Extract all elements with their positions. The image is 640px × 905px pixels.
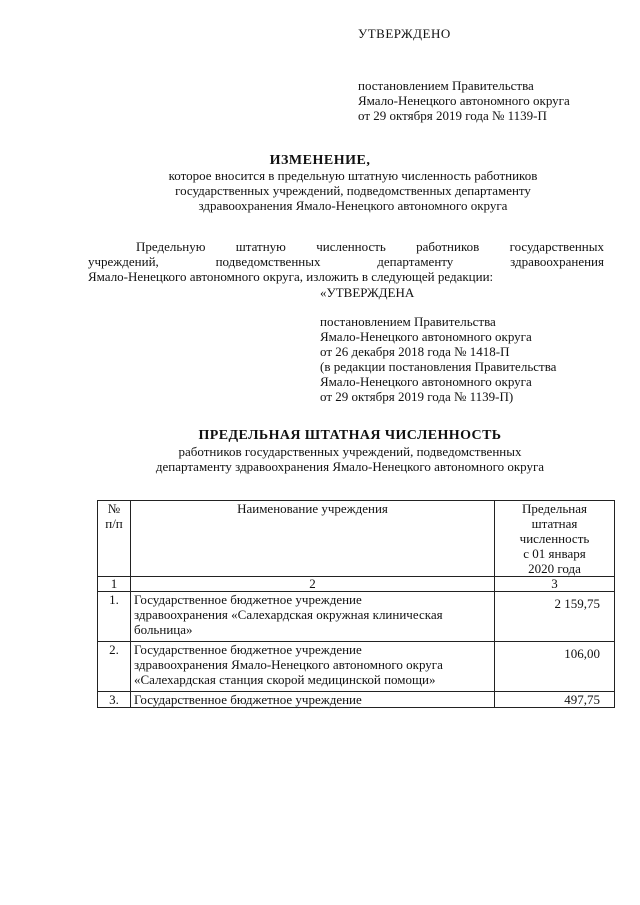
row-number: 3. (98, 692, 131, 708)
header-limit-line: 2020 года (528, 561, 581, 576)
row-value: 106,00 (495, 642, 615, 692)
body-paragraph (88, 239, 604, 284)
column-number: 2 (131, 577, 495, 592)
approval-line: Ямало-Ненецкого автономного округа (358, 93, 570, 108)
paragraph-line: Ямало-Ненецкого автономного округа, изложить в следующей редакции: (88, 269, 494, 284)
header-limit-line: численность (519, 531, 590, 546)
approval-line: от 29 октября 2019 года № 1139-П (358, 108, 547, 123)
change-subtitle-line: здравоохранения Ямало-Ненецкого автономного округа (198, 198, 508, 213)
header-limit-line: штатная (531, 516, 578, 531)
quote-approval-line: от 26 декабря 2018 года № 1418-П (320, 344, 510, 359)
table-row (98, 592, 615, 642)
paragraph-line: Предельную штатную численность работников государственных (136, 239, 604, 254)
change-subtitle-line: которое вносится в предельную штатную численность работников (168, 168, 538, 183)
column-number-row (98, 577, 615, 592)
section-subtitle-line: департаменту здравоохранения Ямало-Ненецкого автономного округа (155, 459, 545, 474)
column-number: 1 (98, 577, 131, 592)
section-subtitle (0, 444, 640, 474)
row-name-line: Государственное бюджетное учреждение (134, 692, 362, 707)
approval-details (358, 78, 570, 123)
row-name-line: больница» (134, 622, 193, 637)
quote-approval-line: от 29 октября 2019 года № 1139-П) (320, 389, 514, 404)
row-value: 497,75 (495, 692, 615, 708)
header-name: Наименование учреждения (131, 501, 495, 577)
section-subtitle-line: работников государственных учреждений, подведомственных (178, 444, 522, 459)
approval-line: постановлением Правительства (358, 78, 534, 93)
row-name-line: Государственное бюджетное учреждение (134, 642, 362, 657)
row-name (131, 642, 495, 692)
row-name-line: здравоохранения Ямало-Ненецкого автономного округа (134, 657, 443, 672)
header-limit-line: Предельная (522, 501, 587, 516)
quote-approval-line: Ямало-Ненецкого автономного округа (320, 374, 532, 389)
row-name-line: Государственное бюджетное учреждение (134, 592, 362, 607)
row-number: 1. (98, 592, 131, 642)
table-row (98, 692, 615, 708)
header-limit (495, 501, 615, 577)
change-subtitle-line: государственных учреждений, подведомственных департаменту (175, 183, 531, 198)
quote-approval-details (320, 314, 556, 404)
header-limit-line: с 01 января (523, 546, 586, 561)
approval-stamp: УТВЕРЖДЕНО (358, 26, 451, 41)
row-name-line: «Салехардская станция скорой медицинской помощи» (134, 672, 436, 687)
quote-approval-line: Ямало-Ненецкого автономного округа (320, 329, 532, 344)
row-name (131, 692, 495, 708)
header-number-line: № (107, 501, 121, 516)
quote-approval-stamp: «УТВЕРЖДЕНА (320, 285, 415, 300)
row-name-line: здравоохранения «Салехардская окружная клиническая (134, 607, 443, 622)
header-number-line: п/п (105, 516, 123, 531)
staff-limit-table (97, 500, 615, 708)
table-header-row (98, 501, 615, 577)
row-name (131, 592, 495, 642)
header-number (98, 501, 131, 577)
paragraph-line: учреждений, подведомственных департаменту здравоохранения (88, 254, 604, 269)
quote-approval-line: (в редакции постановления Правительства (320, 359, 557, 374)
section-title: ПРЕДЕЛЬНАЯ ШТАТНАЯ ЧИСЛЕННОСТЬ (198, 428, 502, 443)
quote-approval-line: постановлением Правительства (320, 314, 496, 329)
row-number: 2. (98, 642, 131, 692)
column-number: 3 (495, 577, 615, 592)
change-title: ИЗМЕНЕНИЕ, (269, 153, 371, 168)
row-value: 2 159,75 (495, 592, 615, 642)
table-row (98, 642, 615, 692)
change-subtitle (0, 168, 640, 213)
